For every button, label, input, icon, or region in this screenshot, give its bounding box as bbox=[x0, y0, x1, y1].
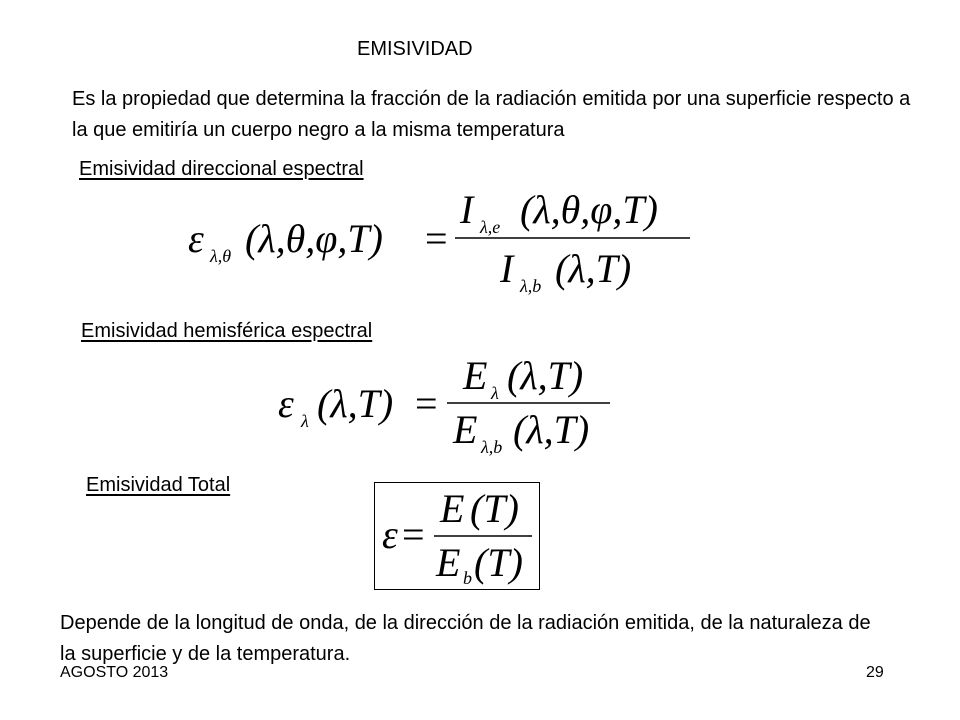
eq2-lhs-subscript: λ bbox=[301, 411, 309, 431]
heading-hemispherical-spectral: Emisividad hemisférica espectral bbox=[81, 320, 373, 342]
eq2-lhs-symbol: ε bbox=[278, 381, 294, 426]
eq2-equals: = bbox=[415, 381, 438, 426]
eq3-numerator-arguments: (T) bbox=[470, 486, 519, 531]
eq2-denominator-subscript: λ,b bbox=[481, 437, 503, 457]
eq2-numerator-subscript: λ bbox=[491, 383, 499, 403]
heading-directional-spectral: Emisividad direccional espectral bbox=[79, 158, 364, 180]
eq1-numerator-arguments: (λ,θ,φ,T) bbox=[520, 187, 658, 232]
eq3-lhs-symbol: ε bbox=[382, 512, 398, 557]
eq2-numerator-arguments: (λ,T) bbox=[507, 353, 584, 398]
slide-title: EMISIVIDAD bbox=[357, 38, 473, 60]
intro-paragraph: Es la propiedad que determina la fracción de la radiación emitida por una superficie respecto a la que emitiría un cuerpo negro a la misma temperatura bbox=[72, 88, 911, 141]
equation-directional-spectral bbox=[185, 185, 705, 300]
eq1-numerator-subscript: λ,e bbox=[480, 217, 501, 237]
equation-total bbox=[374, 482, 540, 590]
footer-date: AGOSTO 2013 bbox=[60, 664, 169, 681]
eq1-numerator-symbol: I bbox=[460, 187, 474, 232]
page-number: 29 bbox=[866, 664, 884, 681]
eq3-denominator-subscript: b bbox=[463, 568, 472, 588]
eq2-denominator-symbol: E bbox=[453, 407, 478, 452]
eq2-numerator-symbol: E bbox=[463, 353, 488, 398]
eq3-denominator-symbol: E bbox=[436, 540, 461, 585]
equation-hemispherical-spectral bbox=[275, 355, 625, 455]
conclusion-paragraph: Depende de la longitud de onda, de la dirección de la radiación emitida, de la naturaleza de la superficie y de la temperatura. bbox=[60, 612, 871, 665]
heading-total: Emisividad Total bbox=[86, 474, 231, 496]
eq3-equals: = bbox=[402, 512, 425, 557]
eq1-lhs-subscript: λ,θ bbox=[210, 246, 232, 266]
eq1-lhs-symbol: ε bbox=[188, 216, 204, 261]
eq1-equals: = bbox=[425, 216, 448, 261]
eq1-denominator-subscript: λ,b bbox=[520, 276, 542, 296]
eq2-lhs-arguments: (λ,T) bbox=[317, 381, 394, 426]
eq1-lhs-arguments: (λ,θ,φ,T) bbox=[245, 216, 383, 261]
eq1-denominator-arguments: (λ,T) bbox=[555, 246, 632, 291]
eq3-denominator-arguments: (T) bbox=[474, 540, 523, 585]
eq3-numerator-symbol: E bbox=[440, 486, 465, 531]
eq2-denominator-arguments: (λ,T) bbox=[513, 407, 590, 452]
eq1-denominator-symbol: I bbox=[500, 246, 514, 291]
